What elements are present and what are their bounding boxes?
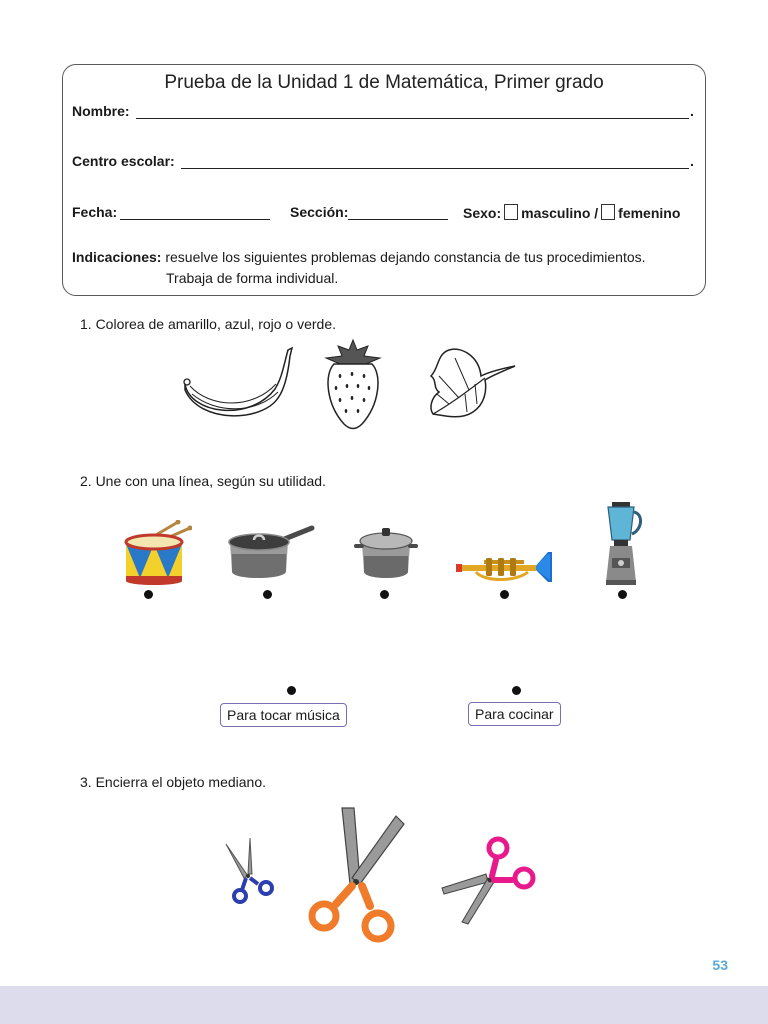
sexo-label: Sexo: <box>463 205 502 221</box>
page-title: Prueba de la Unidad 1 de Matemática, Primer grado <box>164 72 604 93</box>
nombre-period: . <box>690 103 694 119</box>
match-dot-saucepan[interactable] <box>263 590 272 599</box>
saucepan-icon <box>226 524 318 582</box>
sexo-group <box>463 204 680 221</box>
fecha-label: Fecha: <box>72 204 118 220</box>
cook-label: Para cocinar <box>468 702 561 726</box>
femenino-label: femenino <box>618 205 681 221</box>
music-label: Para tocar música <box>220 703 347 727</box>
masculino-label: masculino / <box>521 205 599 221</box>
centro-escolar-label: Centro escolar: <box>72 153 175 169</box>
indicaciones-label: Indicaciones: <box>72 249 162 265</box>
centro-escolar-field[interactable] <box>181 168 689 169</box>
large-scissors-icon <box>304 806 408 946</box>
nombre-label: Nombre: <box>72 103 130 119</box>
fecha-field[interactable] <box>120 219 270 220</box>
footer-band <box>0 986 768 1024</box>
match-dot-cook[interactable] <box>512 686 521 695</box>
match-dot-drum[interactable] <box>144 590 153 599</box>
blender-icon <box>602 500 644 586</box>
match-dot-blender[interactable] <box>618 590 627 599</box>
indicaciones-text-1: resuelve los siguientes problemas dejando constancia de tus procedimientos. <box>165 249 646 265</box>
match-dot-trumpet[interactable] <box>500 590 509 599</box>
nombre-field[interactable] <box>136 118 689 119</box>
leaf-icon <box>425 346 519 422</box>
question-3: 3. Encierra el objeto mediano. <box>80 774 266 790</box>
centro-period: . <box>690 153 694 169</box>
pot-icon <box>352 522 420 580</box>
banana-icon <box>180 344 295 424</box>
indicaciones-line-1 <box>72 249 646 265</box>
question-2: 2. Une con una línea, según su utilidad. <box>80 473 326 489</box>
strawberry-icon <box>322 338 384 432</box>
drum-icon <box>122 520 192 586</box>
small-scissors-icon <box>222 836 278 906</box>
indicaciones-text-2: Trabaja de forma individual. <box>166 270 339 286</box>
match-dot-music[interactable] <box>287 686 296 695</box>
trumpet-icon <box>456 548 552 584</box>
match-dot-pot[interactable] <box>380 590 389 599</box>
masculino-checkbox[interactable] <box>504 204 518 220</box>
question-1: 1. Colorea de amarillo, azul, rojo o verde. <box>80 316 337 332</box>
medium-scissors-icon <box>440 830 538 926</box>
seccion-label: Sección: <box>290 204 349 220</box>
femenino-checkbox[interactable] <box>601 204 615 220</box>
page-number: 53 <box>712 957 728 973</box>
seccion-field[interactable] <box>348 219 448 220</box>
